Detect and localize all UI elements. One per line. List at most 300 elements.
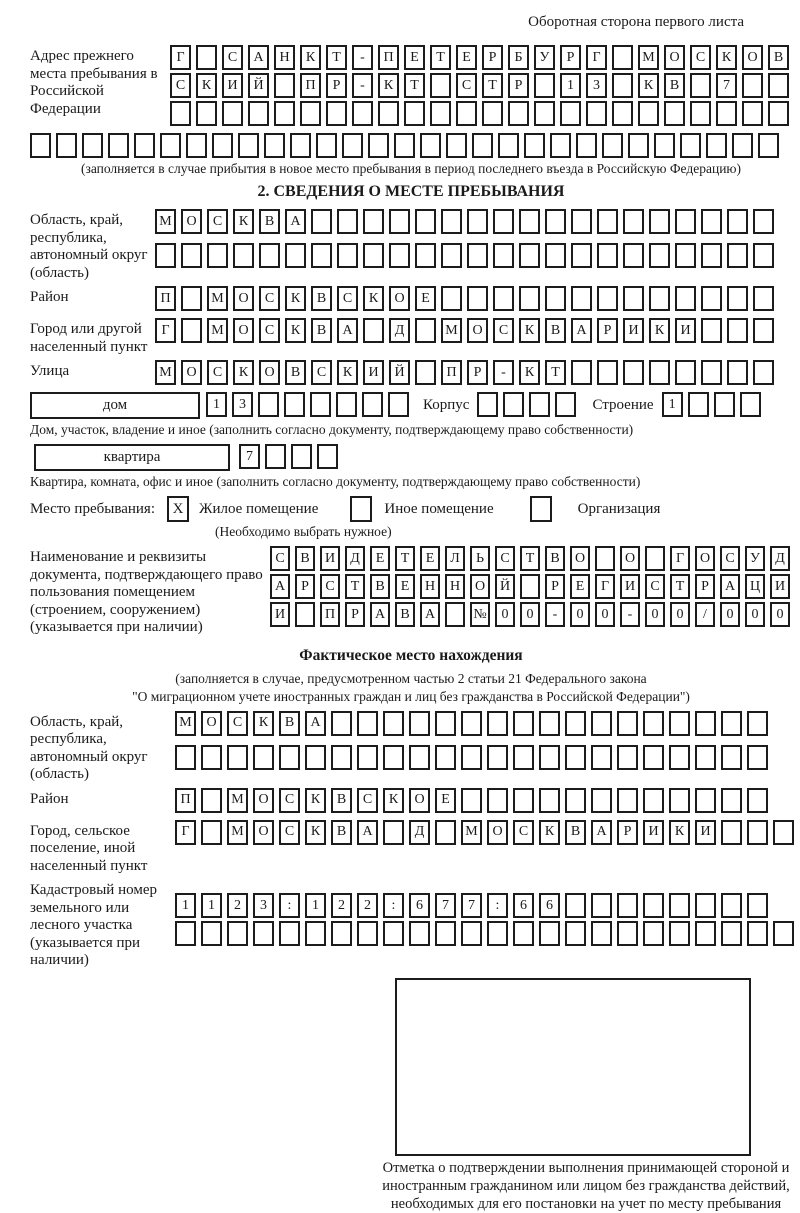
char-cell[interactable] (560, 101, 581, 126)
char-cell[interactable]: О (201, 711, 222, 736)
char-cell[interactable] (331, 745, 352, 770)
char-cell[interactable] (316, 133, 337, 158)
char-cell[interactable]: О (570, 546, 590, 571)
char-cell[interactable] (701, 286, 722, 311)
char-cell[interactable]: С (279, 788, 300, 813)
char-cell[interactable]: 3 (232, 392, 253, 417)
char-cell[interactable] (571, 360, 592, 385)
char-cell[interactable]: Б (508, 45, 529, 70)
char-cell[interactable]: К (519, 360, 540, 385)
char-cell[interactable]: О (253, 788, 274, 813)
char-cell[interactable] (695, 788, 716, 813)
char-cell[interactable] (571, 209, 592, 234)
char-cell[interactable] (643, 745, 664, 770)
char-cell[interactable] (768, 101, 789, 126)
char-cell[interactable] (701, 360, 722, 385)
char-cell[interactable] (623, 360, 644, 385)
char-cell[interactable] (331, 921, 352, 946)
char-cell[interactable]: В (395, 602, 415, 627)
char-cell[interactable] (337, 209, 358, 234)
char-cell[interactable] (586, 101, 607, 126)
char-cell[interactable]: Д (409, 820, 430, 845)
char-cell[interactable] (545, 209, 566, 234)
char-cell[interactable]: Р (617, 820, 638, 845)
char-cell[interactable] (519, 209, 540, 234)
char-cell[interactable] (305, 921, 326, 946)
char-cell[interactable]: В (279, 711, 300, 736)
char-cell[interactable] (623, 243, 644, 268)
char-cell[interactable] (196, 101, 217, 126)
char-cell[interactable]: Т (326, 45, 347, 70)
char-cell[interactable] (721, 820, 742, 845)
char-cell[interactable] (701, 209, 722, 234)
char-cell[interactable] (196, 45, 217, 70)
char-cell[interactable]: - (352, 73, 373, 98)
char-cell[interactable] (555, 392, 576, 417)
char-cell[interactable] (394, 133, 415, 158)
char-cell[interactable] (591, 921, 612, 946)
char-cell[interactable]: А (591, 820, 612, 845)
char-cell[interactable] (201, 788, 222, 813)
char-cell[interactable] (357, 745, 378, 770)
char-cell[interactable] (727, 318, 748, 343)
char-cell[interactable]: Т (520, 546, 540, 571)
char-cell[interactable] (264, 133, 285, 158)
char-cell[interactable]: 0 (745, 602, 765, 627)
char-cell[interactable]: 0 (495, 602, 515, 627)
char-cell[interactable] (519, 286, 540, 311)
char-cell[interactable]: 0 (595, 602, 615, 627)
char-cell[interactable] (753, 360, 774, 385)
char-cell[interactable]: О (487, 820, 508, 845)
char-cell[interactable] (643, 893, 664, 918)
char-cell[interactable]: А (270, 574, 290, 599)
char-cell[interactable]: Н (420, 574, 440, 599)
char-cell[interactable] (539, 745, 560, 770)
char-cell[interactable] (701, 318, 722, 343)
char-cell[interactable] (768, 73, 789, 98)
char-cell[interactable] (545, 243, 566, 268)
char-cell[interactable]: А (571, 318, 592, 343)
char-cell[interactable] (441, 286, 462, 311)
char-cell[interactable] (30, 133, 51, 158)
char-cell[interactable]: 7 (239, 444, 260, 469)
char-cell[interactable] (747, 788, 768, 813)
char-cell[interactable] (612, 45, 633, 70)
char-cell[interactable]: О (259, 360, 280, 385)
char-cell[interactable] (571, 243, 592, 268)
char-cell[interactable]: Г (155, 318, 176, 343)
char-cell[interactable]: К (519, 318, 540, 343)
char-cell[interactable] (404, 101, 425, 126)
char-cell[interactable] (617, 745, 638, 770)
char-cell[interactable] (482, 101, 503, 126)
char-cell[interactable] (368, 133, 389, 158)
char-cell[interactable] (170, 101, 191, 126)
char-cell[interactable]: Г (595, 574, 615, 599)
char-cell[interactable] (461, 788, 482, 813)
char-cell[interactable] (508, 101, 529, 126)
char-cell[interactable] (467, 209, 488, 234)
char-cell[interactable]: О (620, 546, 640, 571)
char-cell[interactable] (690, 101, 711, 126)
char-cell[interactable] (415, 209, 436, 234)
char-cell[interactable]: - (352, 45, 373, 70)
char-cell[interactable] (617, 893, 638, 918)
char-cell[interactable] (201, 745, 222, 770)
char-cell[interactable]: К (539, 820, 560, 845)
char-cell[interactable] (238, 133, 259, 158)
char-cell[interactable]: И (620, 574, 640, 599)
char-cell[interactable]: К (285, 318, 306, 343)
char-cell[interactable] (565, 711, 586, 736)
char-cell[interactable] (721, 745, 742, 770)
char-cell[interactable] (201, 921, 222, 946)
char-cell[interactable]: Р (508, 73, 529, 98)
char-cell[interactable] (669, 788, 690, 813)
char-cell[interactable] (706, 133, 727, 158)
char-cell[interactable]: Т (404, 73, 425, 98)
char-cell[interactable]: 7 (716, 73, 737, 98)
char-cell[interactable] (732, 133, 753, 158)
char-cell[interactable] (108, 133, 129, 158)
char-cell[interactable]: 0 (770, 602, 790, 627)
char-cell[interactable] (456, 101, 477, 126)
char-cell[interactable] (520, 574, 540, 599)
char-cell[interactable]: О (233, 286, 254, 311)
char-cell[interactable]: У (745, 546, 765, 571)
char-cell[interactable]: Е (435, 788, 456, 813)
char-cell[interactable]: Ь (470, 546, 490, 571)
char-cell[interactable]: Т (482, 73, 503, 98)
char-cell[interactable] (493, 209, 514, 234)
char-cell[interactable] (643, 788, 664, 813)
apartment-type-box[interactable]: квартира (34, 444, 230, 471)
char-cell[interactable] (279, 921, 300, 946)
char-cell[interactable]: О (467, 318, 488, 343)
char-cell[interactable] (612, 73, 633, 98)
char-cell[interactable] (727, 360, 748, 385)
char-cell[interactable] (654, 133, 675, 158)
char-cell[interactable] (773, 820, 794, 845)
char-cell[interactable] (259, 243, 280, 268)
char-cell[interactable] (675, 286, 696, 311)
char-cell[interactable] (675, 243, 696, 268)
char-cell[interactable] (747, 893, 768, 918)
char-cell[interactable] (300, 101, 321, 126)
char-cell[interactable] (727, 209, 748, 234)
char-cell[interactable]: / (695, 602, 715, 627)
char-cell[interactable]: А (305, 711, 326, 736)
char-cell[interactable]: Н (445, 574, 465, 599)
char-cell[interactable]: О (742, 45, 763, 70)
char-cell[interactable]: Р (482, 45, 503, 70)
char-cell[interactable]: Т (395, 546, 415, 571)
char-cell[interactable]: С (513, 820, 534, 845)
char-cell[interactable] (362, 392, 383, 417)
char-cell[interactable] (695, 893, 716, 918)
char-cell[interactable] (513, 745, 534, 770)
char-cell[interactable] (357, 921, 378, 946)
char-cell[interactable] (310, 392, 331, 417)
char-cell[interactable]: Р (545, 574, 565, 599)
char-cell[interactable]: А (248, 45, 269, 70)
char-cell[interactable]: Е (404, 45, 425, 70)
char-cell[interactable]: В (768, 45, 789, 70)
checkbox-residential[interactable]: X (167, 496, 189, 522)
char-cell[interactable] (487, 788, 508, 813)
char-cell[interactable]: И (695, 820, 716, 845)
char-cell[interactable] (331, 711, 352, 736)
char-cell[interactable]: Р (345, 602, 365, 627)
char-cell[interactable]: К (300, 45, 321, 70)
char-cell[interactable]: К (716, 45, 737, 70)
char-cell[interactable]: Р (597, 318, 618, 343)
char-cell[interactable] (56, 133, 77, 158)
char-cell[interactable]: С (259, 286, 280, 311)
char-cell[interactable] (363, 209, 384, 234)
char-cell[interactable]: С (320, 574, 340, 599)
char-cell[interactable] (701, 243, 722, 268)
char-cell[interactable]: М (155, 209, 176, 234)
char-cell[interactable] (742, 101, 763, 126)
char-cell[interactable]: П (378, 45, 399, 70)
char-cell[interactable]: В (545, 318, 566, 343)
char-cell[interactable] (591, 893, 612, 918)
char-cell[interactable] (721, 788, 742, 813)
char-cell[interactable] (415, 243, 436, 268)
char-cell[interactable] (643, 921, 664, 946)
char-cell[interactable] (415, 318, 436, 343)
char-cell[interactable]: Р (560, 45, 581, 70)
char-cell[interactable] (664, 101, 685, 126)
char-cell[interactable] (591, 745, 612, 770)
char-cell[interactable] (773, 921, 794, 946)
char-cell[interactable]: К (253, 711, 274, 736)
char-cell[interactable]: К (638, 73, 659, 98)
char-cell[interactable] (222, 101, 243, 126)
char-cell[interactable]: Д (770, 546, 790, 571)
char-cell[interactable] (274, 101, 295, 126)
char-cell[interactable]: Д (389, 318, 410, 343)
char-cell[interactable] (487, 921, 508, 946)
char-cell[interactable] (461, 921, 482, 946)
char-cell[interactable] (649, 286, 670, 311)
char-cell[interactable] (472, 133, 493, 158)
char-cell[interactable] (461, 745, 482, 770)
char-cell[interactable] (445, 602, 465, 627)
char-cell[interactable]: С (690, 45, 711, 70)
char-cell[interactable] (758, 133, 779, 158)
char-cell[interactable] (753, 318, 774, 343)
char-cell[interactable]: В (664, 73, 685, 98)
char-cell[interactable]: - (620, 602, 640, 627)
char-cell[interactable] (675, 360, 696, 385)
char-cell[interactable] (181, 243, 202, 268)
char-cell[interactable]: Г (586, 45, 607, 70)
char-cell[interactable]: В (285, 360, 306, 385)
char-cell[interactable]: И (222, 73, 243, 98)
char-cell[interactable]: В (331, 820, 352, 845)
house-type-box[interactable]: дом (30, 392, 200, 419)
char-cell[interactable]: С (207, 209, 228, 234)
char-cell[interactable] (82, 133, 103, 158)
char-cell[interactable] (409, 921, 430, 946)
char-cell[interactable]: В (311, 318, 332, 343)
char-cell[interactable]: К (378, 73, 399, 98)
char-cell[interactable] (430, 73, 451, 98)
char-cell[interactable] (317, 444, 338, 469)
char-cell[interactable]: Т (345, 574, 365, 599)
checkbox-other-premises[interactable] (350, 496, 372, 522)
char-cell[interactable] (597, 286, 618, 311)
char-cell[interactable]: М (207, 286, 228, 311)
char-cell[interactable]: К (305, 788, 326, 813)
char-cell[interactable] (669, 893, 690, 918)
char-cell[interactable] (285, 243, 306, 268)
char-cell[interactable]: Г (175, 820, 196, 845)
char-cell[interactable]: К (196, 73, 217, 98)
char-cell[interactable] (617, 921, 638, 946)
char-cell[interactable] (695, 921, 716, 946)
char-cell[interactable]: Е (415, 286, 436, 311)
char-cell[interactable] (565, 745, 586, 770)
char-cell[interactable] (326, 101, 347, 126)
char-cell[interactable] (539, 921, 560, 946)
char-cell[interactable] (258, 392, 279, 417)
char-cell[interactable] (383, 745, 404, 770)
char-cell[interactable]: П (441, 360, 462, 385)
char-cell[interactable] (669, 711, 690, 736)
char-cell[interactable] (435, 711, 456, 736)
char-cell[interactable]: № (470, 602, 490, 627)
char-cell[interactable]: О (695, 546, 715, 571)
char-cell[interactable] (420, 133, 441, 158)
char-cell[interactable]: 1 (305, 893, 326, 918)
char-cell[interactable]: 6 (513, 893, 534, 918)
char-cell[interactable] (383, 711, 404, 736)
char-cell[interactable] (435, 820, 456, 845)
char-cell[interactable]: К (649, 318, 670, 343)
char-cell[interactable]: У (534, 45, 555, 70)
char-cell[interactable] (233, 243, 254, 268)
char-cell[interactable]: О (181, 360, 202, 385)
char-cell[interactable] (513, 788, 534, 813)
char-cell[interactable] (669, 745, 690, 770)
char-cell[interactable] (623, 286, 644, 311)
char-cell[interactable] (753, 286, 774, 311)
char-cell[interactable]: 0 (570, 602, 590, 627)
char-cell[interactable]: Р (467, 360, 488, 385)
char-cell[interactable] (311, 243, 332, 268)
char-cell[interactable]: 1 (662, 392, 683, 417)
char-cell[interactable]: 2 (357, 893, 378, 918)
char-cell[interactable] (311, 209, 332, 234)
char-cell[interactable]: 0 (720, 602, 740, 627)
char-cell[interactable] (441, 209, 462, 234)
char-cell[interactable]: 1 (206, 392, 227, 417)
char-cell[interactable] (487, 711, 508, 736)
char-cell[interactable]: В (259, 209, 280, 234)
char-cell[interactable] (727, 286, 748, 311)
char-cell[interactable] (545, 286, 566, 311)
char-cell[interactable] (576, 133, 597, 158)
char-cell[interactable] (534, 101, 555, 126)
char-cell[interactable] (747, 745, 768, 770)
char-cell[interactable]: И (675, 318, 696, 343)
char-cell[interactable]: Д (345, 546, 365, 571)
char-cell[interactable]: М (227, 788, 248, 813)
char-cell[interactable]: : (279, 893, 300, 918)
char-cell[interactable] (539, 788, 560, 813)
char-cell[interactable] (591, 711, 612, 736)
char-cell[interactable]: Т (670, 574, 690, 599)
char-cell[interactable] (747, 820, 768, 845)
char-cell[interactable]: 1 (560, 73, 581, 98)
char-cell[interactable]: В (295, 546, 315, 571)
char-cell[interactable]: С (357, 788, 378, 813)
char-cell[interactable] (155, 243, 176, 268)
char-cell[interactable] (617, 788, 638, 813)
char-cell[interactable]: С (720, 546, 740, 571)
char-cell[interactable]: Н (274, 45, 295, 70)
char-cell[interactable] (645, 546, 665, 571)
char-cell[interactable] (680, 133, 701, 158)
char-cell[interactable]: С (207, 360, 228, 385)
char-cell[interactable]: Й (495, 574, 515, 599)
char-cell[interactable] (716, 101, 737, 126)
char-cell[interactable]: 2 (227, 893, 248, 918)
char-cell[interactable] (747, 711, 768, 736)
char-cell[interactable]: П (320, 602, 340, 627)
char-cell[interactable] (539, 711, 560, 736)
char-cell[interactable] (441, 243, 462, 268)
char-cell[interactable] (688, 392, 709, 417)
char-cell[interactable] (284, 392, 305, 417)
char-cell[interactable]: А (285, 209, 306, 234)
char-cell[interactable] (519, 243, 540, 268)
char-cell[interactable]: Ц (745, 574, 765, 599)
char-cell[interactable] (649, 209, 670, 234)
char-cell[interactable] (253, 745, 274, 770)
char-cell[interactable]: П (300, 73, 321, 98)
char-cell[interactable]: К (383, 788, 404, 813)
char-cell[interactable] (352, 101, 373, 126)
char-cell[interactable] (363, 243, 384, 268)
char-cell[interactable] (181, 318, 202, 343)
char-cell[interactable]: М (441, 318, 462, 343)
char-cell[interactable] (513, 921, 534, 946)
char-cell[interactable] (378, 101, 399, 126)
char-cell[interactable]: М (207, 318, 228, 343)
char-cell[interactable] (357, 711, 378, 736)
char-cell[interactable] (602, 133, 623, 158)
char-cell[interactable]: 0 (645, 602, 665, 627)
char-cell[interactable] (389, 243, 410, 268)
char-cell[interactable] (337, 243, 358, 268)
char-cell[interactable]: 1 (175, 893, 196, 918)
char-cell[interactable]: И (643, 820, 664, 845)
char-cell[interactable]: - (545, 602, 565, 627)
char-cell[interactable] (388, 392, 409, 417)
char-cell[interactable]: С (259, 318, 280, 343)
char-cell[interactable] (721, 711, 742, 736)
char-cell[interactable] (186, 133, 207, 158)
char-cell[interactable] (201, 820, 222, 845)
char-cell[interactable] (529, 392, 550, 417)
char-cell[interactable]: Й (248, 73, 269, 98)
char-cell[interactable]: С (227, 711, 248, 736)
